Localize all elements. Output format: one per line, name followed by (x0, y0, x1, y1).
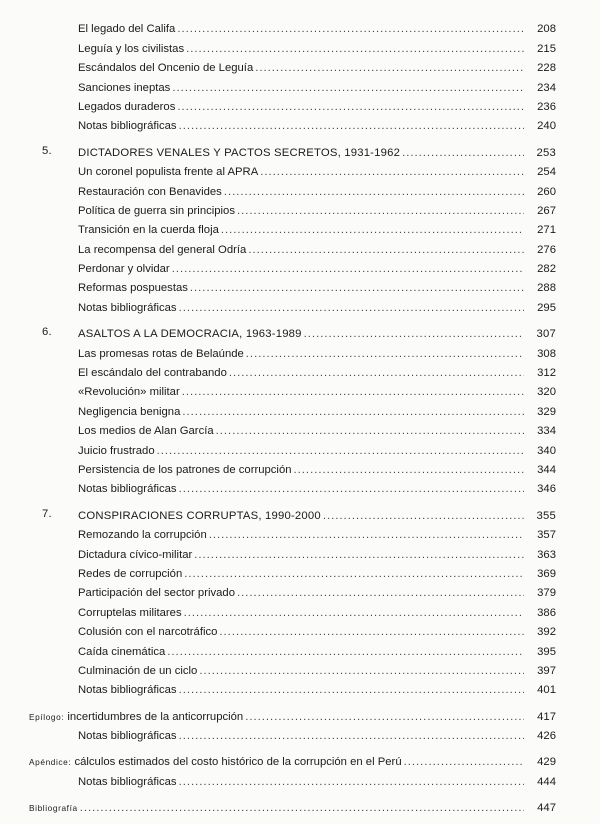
toc-entry-page: 392 (537, 626, 556, 639)
chapter-heading[interactable] (0, 503, 600, 522)
dot-leader (172, 263, 524, 276)
toc-entry[interactable] (0, 75, 600, 94)
toc-entry-title: Notas bibliográficas (78, 301, 177, 314)
chapter-title: DICTADORES VENALES Y PACTOS SECRETOS, 1931-1962 (78, 146, 401, 159)
dot-leader (229, 367, 524, 380)
chapter-page: 307 (536, 328, 556, 341)
toc-entry-title: Redes de corrupción (78, 567, 183, 580)
dot-leader (190, 282, 524, 295)
epilogue-page: 417 (537, 710, 556, 723)
toc-entry-page: 329 (537, 405, 556, 418)
appendix-title-wrap (29, 756, 402, 769)
toc-entry-title: Un coronel populista frente al APRA (78, 166, 259, 179)
toc-entry[interactable] (0, 419, 600, 438)
toc-entry-title: Colusión con el narcotráfico (78, 626, 218, 639)
toc-entry[interactable] (0, 399, 600, 418)
toc-entry-title: Participación del sector privado (78, 587, 235, 600)
toc-entry-title: Leguía y los civilistas (78, 42, 185, 55)
toc-entry[interactable] (0, 95, 600, 114)
toc-entry-page: 395 (537, 645, 556, 658)
toc-entry-title: Los medios de Alan García (78, 425, 214, 438)
dot-leader (177, 101, 524, 114)
dot-leader (179, 120, 524, 133)
toc-entry-page: 254 (537, 166, 556, 179)
toc-entry-page: 363 (537, 548, 556, 561)
toc-entry-page: 288 (537, 282, 556, 295)
epilogue-title: incertidumbres de la anticorrupción (67, 710, 244, 723)
toc-entry-page: 208 (537, 23, 556, 36)
bibliography-label: Bibliografía (29, 803, 78, 814)
dot-leader (255, 62, 524, 75)
toc-entry-title: Notas bibliográficas (78, 483, 177, 496)
dot-leader (179, 483, 524, 496)
dot-leader (184, 568, 524, 581)
toc-entry-page: 276 (537, 243, 556, 256)
toc-entry[interactable] (0, 295, 600, 314)
dot-leader (304, 328, 524, 341)
dot-leader (186, 43, 524, 56)
toc-entry-title: Notas bibliográficas (78, 684, 177, 697)
chapter-heading[interactable] (0, 140, 600, 159)
toc-entry-page: 346 (537, 483, 556, 496)
toc-entry[interactable] (0, 620, 600, 639)
toc-entry[interactable] (0, 276, 600, 295)
toc-entry-page: 282 (537, 263, 556, 276)
toc-entry-page: 379 (537, 587, 556, 600)
toc-entry-title: El escándalo del contrabando (78, 367, 227, 380)
chapter-title: CONSPIRACIONES CORRUPTAS, 1990-2000 (78, 509, 321, 522)
dot-leader (177, 23, 524, 36)
epilogue-label: Epílogo: (29, 711, 65, 722)
dot-leader (184, 607, 524, 620)
chapter-heading[interactable] (0, 322, 600, 341)
toc-entry[interactable] (0, 361, 600, 380)
toc-entry-title: La recompensa del general Odría (78, 243, 247, 256)
dot-leader (246, 348, 524, 361)
dot-leader (323, 510, 524, 523)
toc-entry[interactable] (0, 458, 600, 477)
toc-entry-title: Escándalos del Oncenio de Leguía (78, 62, 254, 75)
toc-entry[interactable] (0, 724, 600, 743)
toc-entry-page: 236 (537, 100, 556, 113)
toc-entry-page: 215 (537, 42, 556, 55)
dot-leader (402, 147, 524, 160)
toc-entry[interactable] (0, 218, 600, 237)
toc-entry-title: Dictadura cívico-militar (78, 548, 193, 561)
toc-entry[interactable] (0, 160, 600, 179)
toc-entry[interactable] (0, 257, 600, 276)
dot-leader (157, 445, 524, 458)
toc-entry-title: Legados duraderos (78, 100, 176, 113)
dot-leader (221, 224, 524, 237)
toc-entry[interactable] (0, 237, 600, 256)
dot-leader (248, 244, 524, 257)
toc-entry[interactable] (0, 56, 600, 75)
dot-leader (179, 776, 524, 789)
toc-entry[interactable] (0, 659, 600, 678)
toc-entry-page: 426 (537, 730, 556, 743)
toc-entry-page: 308 (537, 347, 556, 360)
chapter-number: 6. (42, 326, 52, 339)
toc-entry[interactable] (0, 438, 600, 457)
toc-entry[interactable] (0, 199, 600, 218)
toc-entry-title: Culminación de un ciclo (78, 664, 198, 677)
epilogue-title-wrap (29, 711, 243, 724)
toc-entry-title: Reformas pospuestas (78, 282, 188, 295)
dot-leader (167, 646, 524, 659)
toc-entry-page: 312 (537, 367, 556, 380)
dot-leader (182, 406, 524, 419)
toc-entry[interactable] (0, 477, 600, 496)
chapter-page: 355 (536, 509, 556, 522)
epilogue-heading[interactable] (0, 704, 600, 723)
toc-entry-title: Caída cinemática (78, 645, 166, 658)
toc-entry[interactable] (0, 542, 600, 561)
appendix-heading[interactable] (0, 750, 600, 769)
toc-entry-title: Transición en la cuerda floja (78, 224, 219, 237)
toc-entry-page: 340 (537, 444, 556, 457)
dot-leader (209, 529, 524, 542)
toc-entry[interactable] (0, 17, 600, 36)
dot-leader (237, 205, 524, 218)
dot-leader (179, 730, 524, 743)
chapter-title: ASALTOS A LA DEMOCRACIA, 1963-1989 (78, 328, 302, 341)
toc-entry-page: 260 (537, 185, 556, 198)
toc-entry[interactable] (0, 639, 600, 658)
dot-leader (199, 665, 524, 678)
appendix-title: cálculos estimados del costo histórico de la corrupción en el Perú (74, 756, 402, 769)
toc-entry-title: Restauración con Benavides (78, 185, 222, 198)
toc-entry-title: Remozando la corrupción (78, 529, 207, 542)
toc-entry[interactable] (0, 600, 600, 619)
toc-entry-page: 397 (537, 664, 556, 677)
bibliography-page: 447 (537, 802, 556, 815)
bibliography-heading[interactable] (0, 796, 600, 815)
toc-entry-page: 357 (537, 529, 556, 542)
dot-leader (245, 711, 524, 724)
toc-entry-page: 228 (537, 62, 556, 75)
chapter-number: 7. (42, 507, 52, 520)
appendix-label: Apéndice: (29, 757, 72, 768)
toc-entry-title: «Revolución» militar (78, 386, 180, 399)
toc-entry-title: El legado del Califa (78, 23, 176, 36)
toc-entry-page: 271 (537, 224, 556, 237)
toc-entry-page: 240 (537, 120, 556, 133)
toc-entry-title: Las promesas rotas de Belaúnde (78, 347, 244, 360)
toc-entry-page: 267 (537, 204, 556, 217)
toc-entry[interactable] (0, 114, 600, 133)
dot-leader (216, 425, 524, 438)
table-of-contents (0, 17, 600, 815)
toc-entry-title: Notas bibliográficas (78, 120, 177, 133)
toc-entry[interactable] (0, 380, 600, 399)
toc-entry-title: Notas bibliográficas (78, 775, 177, 788)
toc-entry-title: Negligencia benigna (78, 405, 181, 418)
toc-entry-title: Notas bibliográficas (78, 730, 177, 743)
dot-leader (260, 166, 524, 179)
dot-leader (80, 802, 524, 815)
toc-entry-page: 320 (537, 386, 556, 399)
dot-leader (224, 186, 524, 199)
toc-entry-page: 234 (537, 81, 556, 94)
toc-entry[interactable] (0, 678, 600, 697)
toc-entry[interactable] (0, 769, 600, 788)
toc-entry-page: 344 (537, 463, 556, 476)
toc-entry-page: 401 (537, 684, 556, 697)
toc-entry-title: Sanciones ineptas (78, 81, 171, 94)
chapter-page: 253 (536, 146, 556, 159)
dot-leader (179, 302, 524, 315)
toc-entry[interactable] (0, 523, 600, 542)
toc-entry-title: Perdonar y olvidar (78, 263, 170, 276)
dot-leader (179, 684, 524, 697)
toc-entry-page: 334 (537, 425, 556, 438)
dot-leader (294, 464, 524, 477)
toc-entry-title: Juicio frustrado (78, 444, 155, 457)
toc-entry-page: 295 (537, 301, 556, 314)
dot-leader (172, 82, 524, 95)
dot-leader (404, 756, 524, 769)
appendix-page: 429 (537, 756, 556, 769)
toc-entry-title: Política de guerra sin principios (78, 204, 235, 217)
chapter-number: 5. (42, 144, 52, 157)
toc-entry[interactable] (0, 36, 600, 55)
toc-entry-page: 444 (537, 775, 556, 788)
dot-leader (194, 549, 524, 562)
toc-entry-title: Persistencia de los patrones de corrupción (78, 463, 292, 476)
toc-entry-title: Corruptelas militares (78, 606, 182, 619)
dot-leader (237, 587, 524, 600)
dot-leader (182, 386, 524, 399)
dot-leader (219, 626, 524, 639)
toc-entry-page: 386 (537, 606, 556, 619)
toc-entry[interactable] (0, 179, 600, 198)
toc-entry[interactable] (0, 581, 600, 600)
toc-entry[interactable] (0, 341, 600, 360)
toc-entry[interactable] (0, 562, 600, 581)
toc-entry-page: 369 (537, 567, 556, 580)
